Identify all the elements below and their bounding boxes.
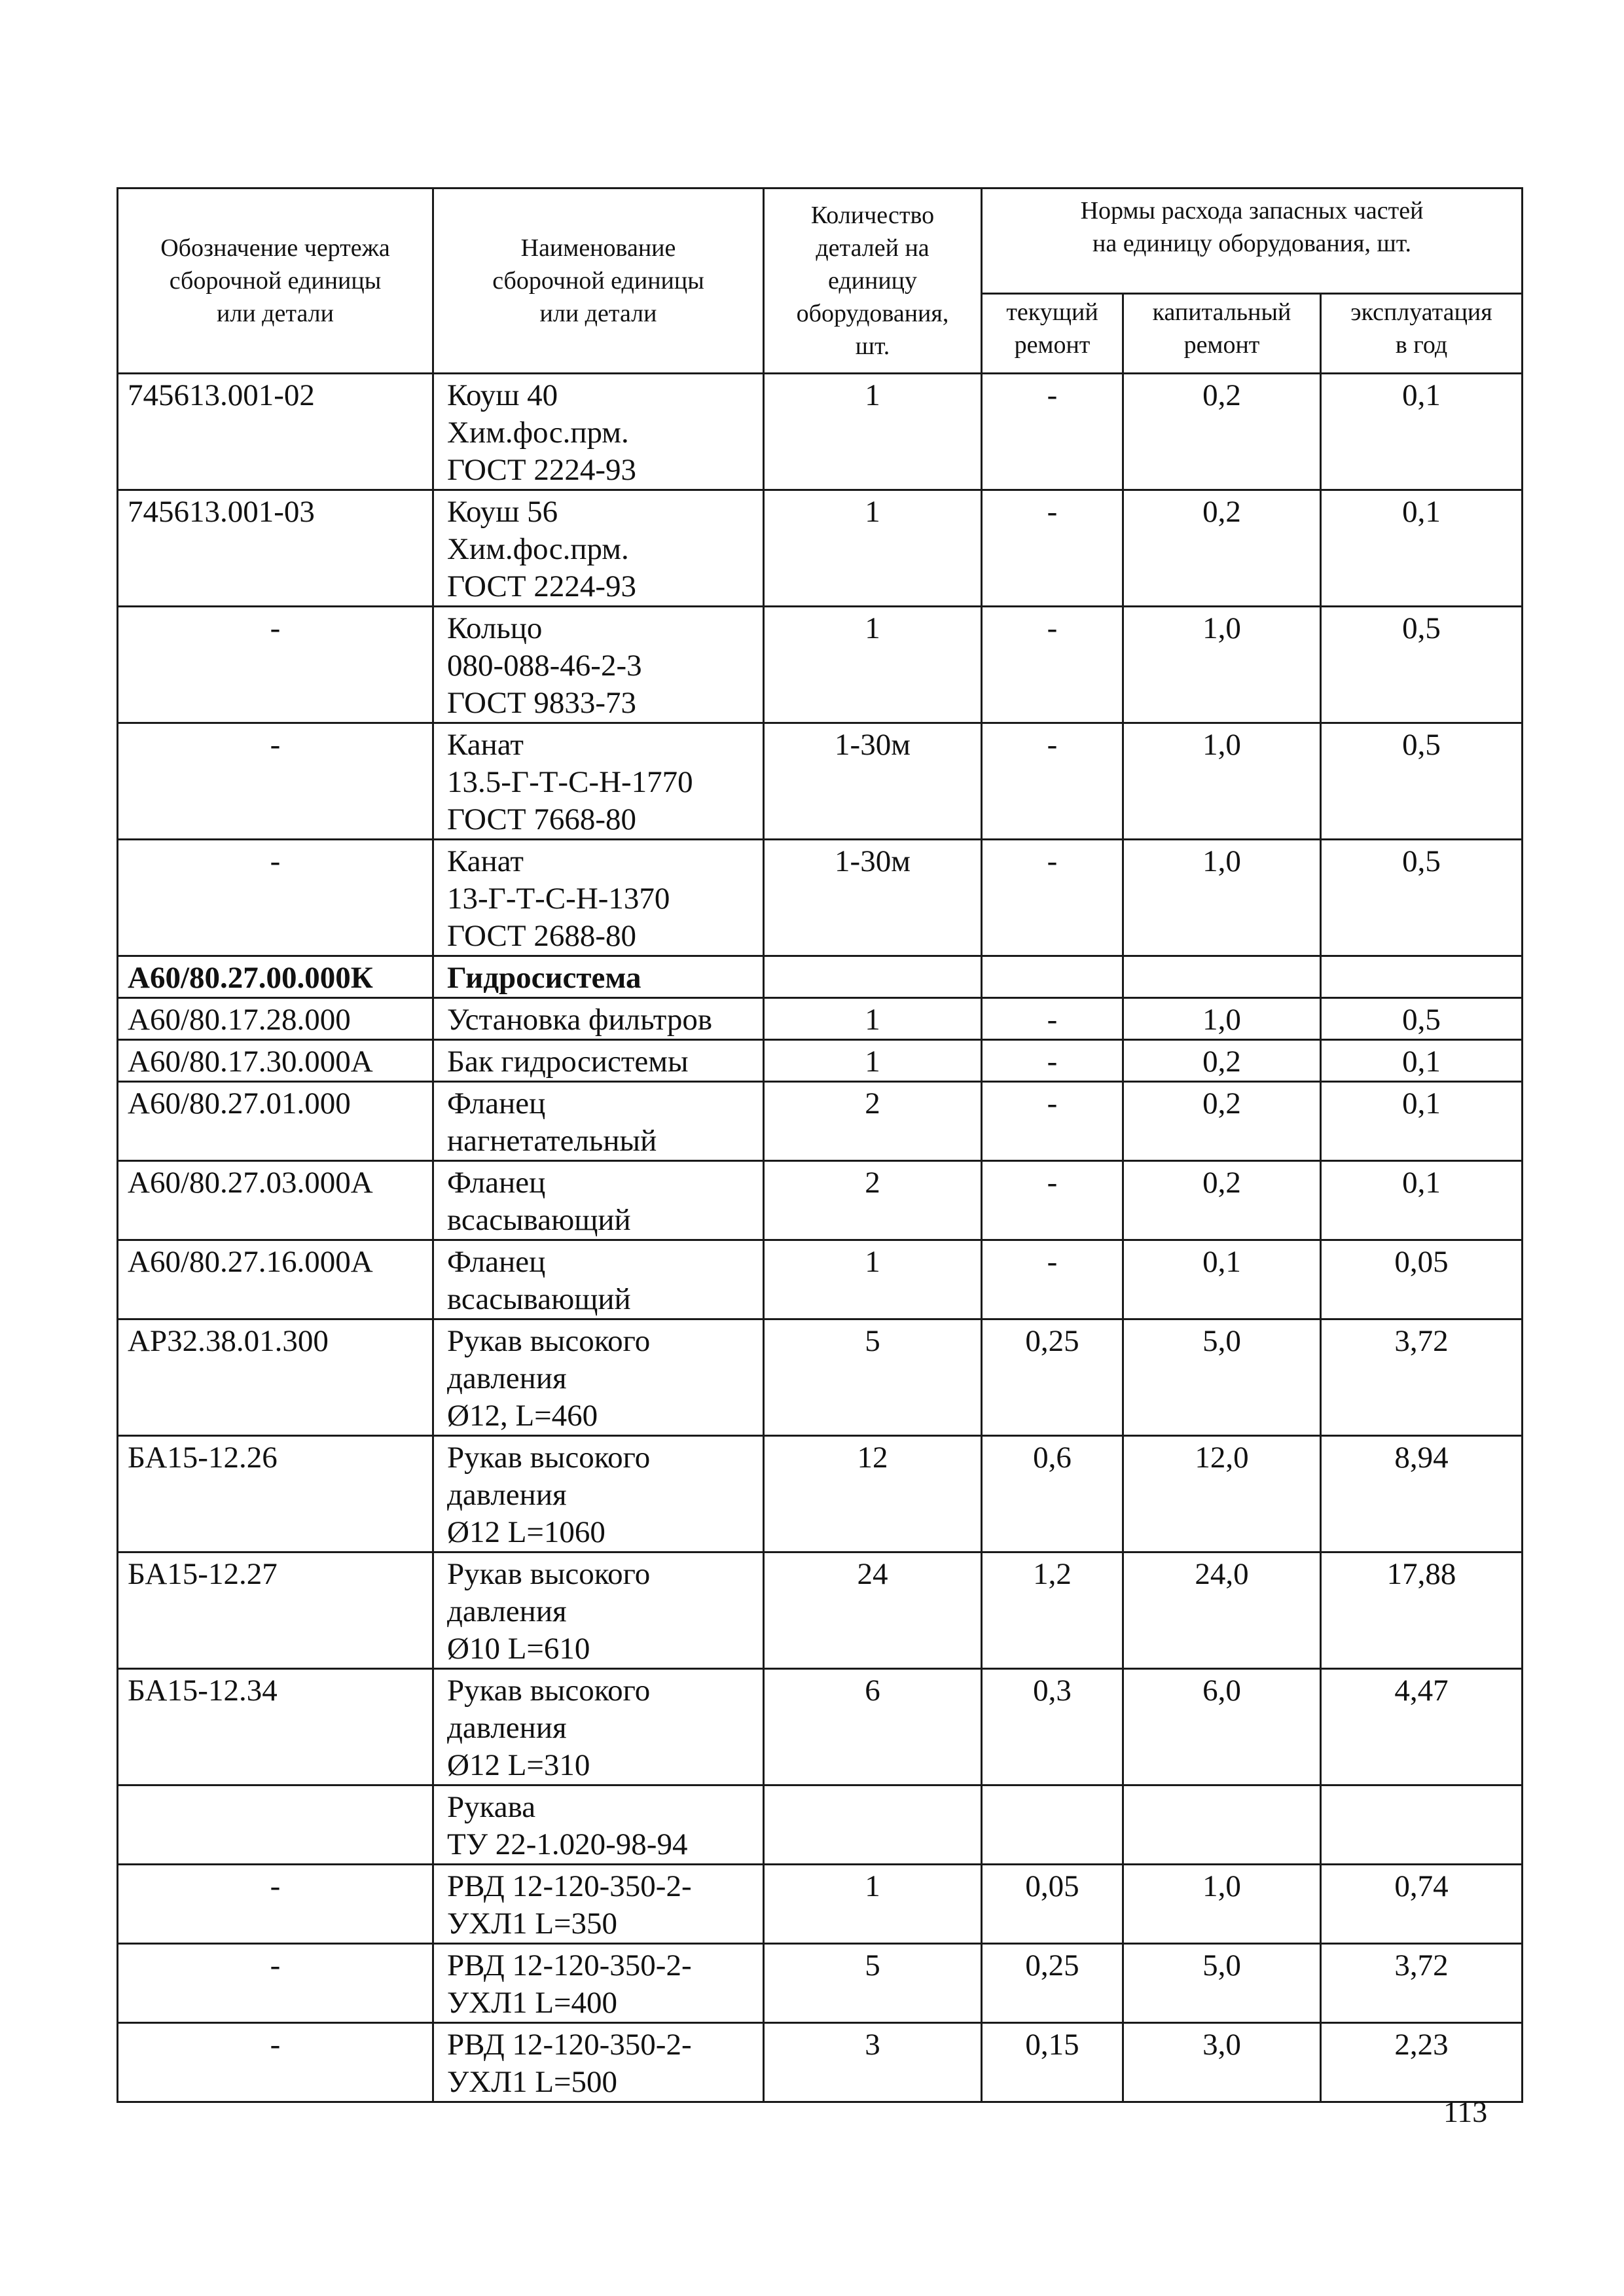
- header-norms-group: Нормы расхода запасных частей на единицу оборудования, шт.: [982, 188, 1523, 294]
- cell-operation-yearly: 2,23: [1321, 2023, 1523, 2102]
- cell-operation-yearly: 0,05: [1321, 1240, 1523, 1319]
- cell-name-line: Ø12 L=1060: [447, 1515, 605, 1549]
- cell-name-line: Коуш 56: [447, 495, 558, 529]
- cell-designation: А60/80.17.28.000: [118, 998, 433, 1040]
- cell-capital-repair: 6,0: [1123, 1669, 1321, 1785]
- cell-current-repair: -: [982, 1082, 1123, 1161]
- cell-name: [433, 490, 764, 607]
- cell-quantity: 5: [764, 1319, 982, 1436]
- cell-designation: 745613.001-03: [118, 490, 433, 607]
- cell-designation: БА15-12.27: [118, 1552, 433, 1669]
- cell-name-line: Рукав высокого: [447, 1324, 651, 1358]
- table-row: [118, 1865, 1523, 1944]
- cell-current-repair: -: [982, 998, 1123, 1040]
- cell-name-line: 13-Г-Т-С-Н-1370: [447, 882, 670, 916]
- cell-quantity: 2: [764, 1082, 982, 1161]
- cell-capital-repair: 1,0: [1123, 607, 1321, 723]
- table-row: [118, 1436, 1523, 1552]
- table-row: [118, 840, 1523, 956]
- cell-quantity: 1: [764, 490, 982, 607]
- cell-name: [433, 956, 764, 998]
- cell-current-repair: 0,05: [982, 1865, 1123, 1944]
- table-row: [118, 998, 1523, 1040]
- cell-current-repair: -: [982, 490, 1123, 607]
- table-row: [118, 1785, 1523, 1865]
- cell-capital-repair: 0,2: [1123, 1040, 1321, 1082]
- header-capital-repair: капитальный ремонт: [1123, 294, 1321, 374]
- cell-current-repair: -: [982, 374, 1123, 490]
- cell-name-line: Ø12 L=310: [447, 1748, 590, 1782]
- cell-name: [433, 1082, 764, 1161]
- cell-name-line: Ø12, L=460: [447, 1399, 598, 1433]
- cell-name-line: 13.5-Г-Т-С-Н-1770: [447, 765, 693, 799]
- cell-name-line: Рукава: [447, 1790, 536, 1824]
- cell-name-line: всасывающий: [447, 1282, 631, 1316]
- cell-name-line: Рукав высокого: [447, 1441, 651, 1475]
- cell-name-line: Фланец: [447, 1245, 546, 1279]
- cell-operation-yearly: 3,72: [1321, 1944, 1523, 2023]
- cell-name: [433, 1161, 764, 1240]
- cell-current-repair: -: [982, 723, 1123, 840]
- cell-capital-repair: [1123, 956, 1321, 998]
- header-designation: Обозначение чертежа сборочной единицы или детали: [118, 188, 433, 374]
- cell-designation: 745613.001-02: [118, 374, 433, 490]
- cell-name: [433, 1436, 764, 1552]
- cell-capital-repair: [1123, 1785, 1321, 1865]
- table-row: [118, 1669, 1523, 1785]
- cell-designation: АР32.38.01.300: [118, 1319, 433, 1436]
- cell-operation-yearly: 0,1: [1321, 1161, 1523, 1240]
- header-name: Наименование сборочной единицы или детали: [433, 188, 764, 374]
- cell-designation: -: [118, 840, 433, 956]
- cell-designation: -: [118, 723, 433, 840]
- cell-current-repair: [982, 956, 1123, 998]
- cell-designation: А60/80.17.30.000А: [118, 1040, 433, 1082]
- cell-operation-yearly: 0,1: [1321, 1040, 1523, 1082]
- cell-name: [433, 1240, 764, 1319]
- cell-operation-yearly: 17,88: [1321, 1552, 1523, 1669]
- cell-current-repair: -: [982, 1240, 1123, 1319]
- cell-name: [433, 374, 764, 490]
- cell-designation: -: [118, 1944, 433, 2023]
- table-row: [118, 956, 1523, 998]
- cell-name-line: РВД 12-120-350-2-: [447, 1869, 692, 1903]
- header-quantity: Количество деталей на единицу оборудования, шт.: [764, 188, 982, 374]
- cell-name-line: Фланец: [447, 1086, 546, 1121]
- cell-quantity: 12: [764, 1436, 982, 1552]
- cell-name-line: ГОСТ 2688-80: [447, 919, 636, 953]
- cell-name-line: ГОСТ 7668-80: [447, 802, 636, 836]
- cell-name-line: РВД 12-120-350-2-: [447, 2028, 692, 2062]
- cell-name-line: РВД 12-120-350-2-: [447, 1948, 692, 1982]
- cell-capital-repair: 5,0: [1123, 1319, 1321, 1436]
- cell-name-line: Ø10 L=610: [447, 1632, 590, 1666]
- cell-name-line: ТУ 22-1.020-98-94: [447, 1827, 688, 1861]
- table-row: [118, 607, 1523, 723]
- cell-name-line: Канат: [447, 728, 524, 762]
- cell-quantity: 1-30м: [764, 723, 982, 840]
- cell-name-line: 080-088-46-2-3: [447, 649, 642, 683]
- cell-quantity: 1: [764, 1240, 982, 1319]
- cell-designation: БА15-12.34: [118, 1669, 433, 1785]
- cell-current-repair: 0,25: [982, 1944, 1123, 2023]
- cell-name: [433, 723, 764, 840]
- cell-capital-repair: 24,0: [1123, 1552, 1321, 1669]
- cell-operation-yearly: [1321, 956, 1523, 998]
- cell-operation-yearly: 0,5: [1321, 998, 1523, 1040]
- cell-current-repair: 1,2: [982, 1552, 1123, 1669]
- cell-designation: -: [118, 607, 433, 723]
- table-row: [118, 723, 1523, 840]
- cell-capital-repair: 0,1: [1123, 1240, 1321, 1319]
- table-row: [118, 1161, 1523, 1240]
- cell-name: [433, 1669, 764, 1785]
- cell-capital-repair: 0,2: [1123, 490, 1321, 607]
- cell-name: [433, 1552, 764, 1669]
- cell-quantity: 2: [764, 1161, 982, 1240]
- cell-designation: А60/80.27.03.000А: [118, 1161, 433, 1240]
- cell-name-line: УХЛ1 L=350: [447, 1907, 618, 1941]
- table-row: [118, 1240, 1523, 1319]
- table-row: [118, 1319, 1523, 1436]
- cell-name-line: ГОСТ 2224-93: [447, 569, 636, 603]
- cell-name-line: Установка фильтров: [447, 1003, 713, 1037]
- cell-quantity: [764, 1785, 982, 1865]
- cell-designation: [118, 1785, 433, 1865]
- cell-name-line: Канат: [447, 844, 524, 878]
- cell-current-repair: 0,3: [982, 1669, 1123, 1785]
- cell-name: [433, 998, 764, 1040]
- cell-operation-yearly: 0,1: [1321, 374, 1523, 490]
- cell-name-line: ГОСТ 9833-73: [447, 686, 636, 720]
- cell-name-line: Фланец: [447, 1166, 546, 1200]
- cell-operation-yearly: 0,1: [1321, 490, 1523, 607]
- table-row: [118, 1082, 1523, 1161]
- cell-quantity: 1: [764, 374, 982, 490]
- cell-quantity: 3: [764, 2023, 982, 2102]
- table-row: [118, 1944, 1523, 2023]
- cell-designation: А60/80.27.16.000А: [118, 1240, 433, 1319]
- cell-capital-repair: 1,0: [1123, 840, 1321, 956]
- cell-quantity: [764, 956, 982, 998]
- cell-capital-repair: 0,2: [1123, 1161, 1321, 1240]
- cell-name-line: Хим.фос.прм.: [447, 532, 629, 566]
- cell-capital-repair: 1,0: [1123, 998, 1321, 1040]
- cell-capital-repair: 1,0: [1123, 1865, 1321, 1944]
- table-row: [118, 1552, 1523, 1669]
- cell-quantity: 1: [764, 1865, 982, 1944]
- cell-name: [433, 607, 764, 723]
- cell-name-line: Хим.фос.прм.: [447, 416, 629, 450]
- cell-operation-yearly: 0,74: [1321, 1865, 1523, 1944]
- cell-capital-repair: 0,2: [1123, 1082, 1321, 1161]
- cell-capital-repair: 0,2: [1123, 374, 1321, 490]
- cell-operation-yearly: [1321, 1785, 1523, 1865]
- cell-name: [433, 1319, 764, 1436]
- cell-operation-yearly: 8,94: [1321, 1436, 1523, 1552]
- table-row: [118, 2023, 1523, 2102]
- cell-name-line: ГОСТ 2224-93: [447, 453, 636, 487]
- cell-name: [433, 1944, 764, 2023]
- cell-current-repair: 0,25: [982, 1319, 1123, 1436]
- cell-operation-yearly: 0,5: [1321, 607, 1523, 723]
- cell-designation: БА15-12.26: [118, 1436, 433, 1552]
- table-row: [118, 490, 1523, 607]
- cell-name-line: Рукав высокого: [447, 1674, 651, 1708]
- cell-name: [433, 1785, 764, 1865]
- cell-operation-yearly: 0,1: [1321, 1082, 1523, 1161]
- page-number: 113: [1443, 2095, 1488, 2128]
- cell-current-repair: -: [982, 1040, 1123, 1082]
- header-row-top: [118, 188, 1523, 294]
- cell-name-line: давления: [447, 1361, 567, 1395]
- cell-capital-repair: 5,0: [1123, 1944, 1321, 2023]
- cell-name-line: Рукав высокого: [447, 1557, 651, 1591]
- table-body: [118, 374, 1523, 2102]
- cell-current-repair: -: [982, 1161, 1123, 1240]
- cell-quantity: 5: [764, 1944, 982, 2023]
- header-operation-yearly: эксплуатация в год: [1321, 294, 1523, 374]
- cell-designation: -: [118, 2023, 433, 2102]
- cell-name: [433, 1040, 764, 1082]
- cell-name: [433, 840, 764, 956]
- cell-operation-yearly: 3,72: [1321, 1319, 1523, 1436]
- cell-operation-yearly: 4,47: [1321, 1669, 1523, 1785]
- cell-name-line: Гидросистема: [447, 961, 641, 995]
- cell-name-line: давления: [447, 1478, 567, 1512]
- cell-current-repair: [982, 1785, 1123, 1865]
- cell-current-repair: 0,15: [982, 2023, 1123, 2102]
- cell-designation: А60/80.27.00.000К: [118, 956, 433, 998]
- cell-quantity: 1: [764, 607, 982, 723]
- cell-designation: А60/80.27.01.000: [118, 1082, 433, 1161]
- cell-name-line: Бак гидросистемы: [447, 1045, 689, 1079]
- cell-capital-repair: 12,0: [1123, 1436, 1321, 1552]
- cell-name-line: Кольцо: [447, 611, 543, 645]
- cell-quantity: 1: [764, 998, 982, 1040]
- cell-operation-yearly: 0,5: [1321, 840, 1523, 956]
- cell-current-repair: -: [982, 607, 1123, 723]
- spare-parts-table: [117, 187, 1523, 2103]
- cell-quantity: 6: [764, 1669, 982, 1785]
- cell-name-line: Коуш 40: [447, 378, 558, 412]
- cell-quantity: 1: [764, 1040, 982, 1082]
- cell-current-repair: -: [982, 840, 1123, 956]
- table-row: [118, 1040, 1523, 1082]
- cell-designation: -: [118, 1865, 433, 1944]
- cell-name-line: давления: [447, 1594, 567, 1628]
- header-current-repair: текущий ремонт: [982, 294, 1123, 374]
- cell-quantity: 24: [764, 1552, 982, 1669]
- cell-name-line: давления: [447, 1711, 567, 1745]
- cell-operation-yearly: 0,5: [1321, 723, 1523, 840]
- cell-name-line: всасывающий: [447, 1203, 631, 1237]
- cell-name-line: УХЛ1 L=500: [447, 2065, 618, 2099]
- cell-name: [433, 1865, 764, 1944]
- cell-name: [433, 2023, 764, 2102]
- cell-capital-repair: 1,0: [1123, 723, 1321, 840]
- cell-capital-repair: 3,0: [1123, 2023, 1321, 2102]
- cell-quantity: 1-30м: [764, 840, 982, 956]
- cell-name-line: нагнетательный: [447, 1124, 657, 1158]
- table-row: [118, 374, 1523, 490]
- cell-current-repair: 0,6: [982, 1436, 1123, 1552]
- cell-name-line: УХЛ1 L=400: [447, 1986, 618, 2020]
